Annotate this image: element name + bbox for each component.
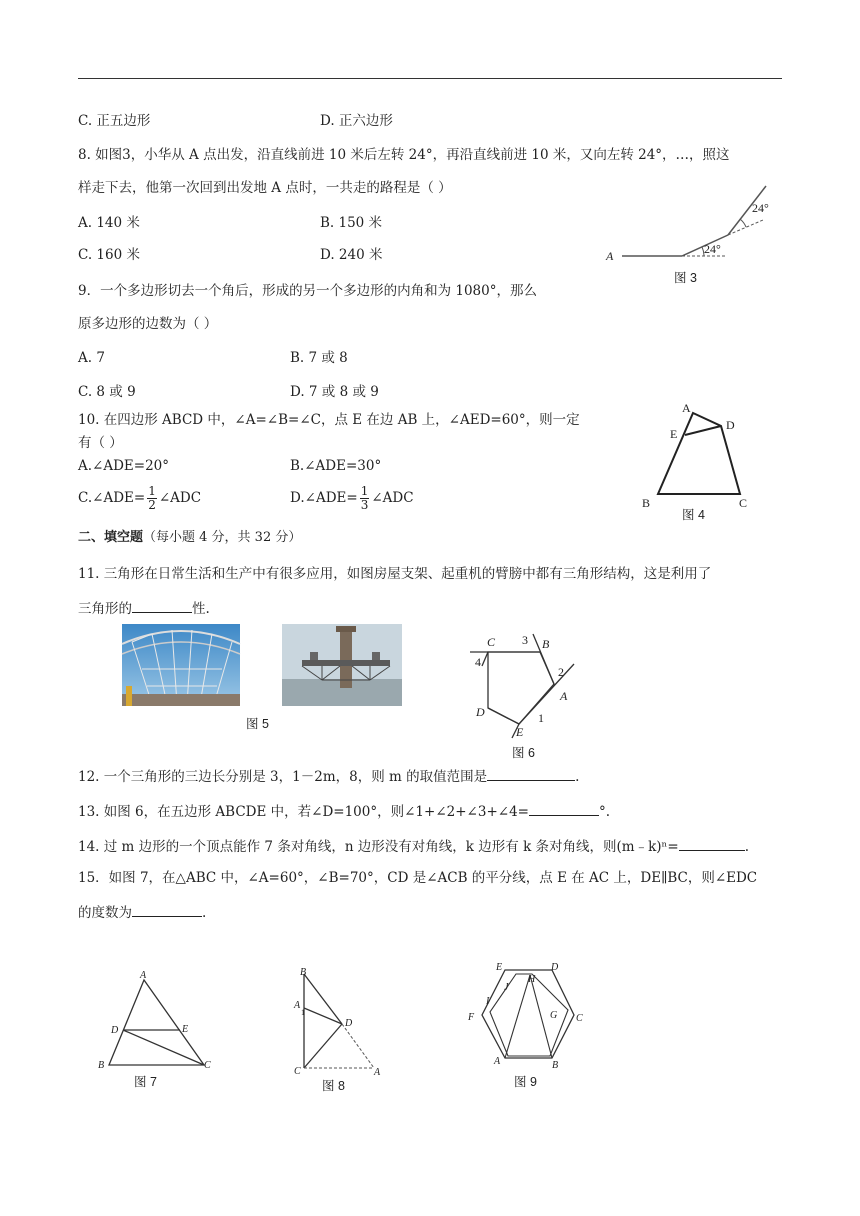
fig9-label-i: I <box>486 996 490 1007</box>
q9-line2: 原多边形的边数为（ ） <box>78 316 218 332</box>
fig8-label-d: D <box>345 1018 353 1029</box>
q10-option-d-suffix: ∠ADC <box>371 490 414 506</box>
q12-answer-blank[interactable] <box>487 766 575 781</box>
q9-line1: 9．一个多边形切去一个角后，形成的另一个多边形的内角和为 1080°，那么 <box>78 283 537 299</box>
fig4-label-b: B <box>642 496 651 510</box>
fig8-label-b: B <box>300 967 307 978</box>
fig8-label-c: C <box>294 1066 301 1077</box>
fig9-label-f: F <box>468 1012 475 1023</box>
q8-option-c: C. 160 米 <box>78 247 140 263</box>
fig5-house-frame-photo <box>122 624 240 706</box>
q8-option-a: A. 140 米 <box>78 215 140 231</box>
q8-line2: 样走下去，他第一次回到出发地 A 点时，一共走的路程是（ ） <box>78 180 452 196</box>
fig7-caption: 图 7 <box>134 1075 157 1089</box>
q15-line2 <box>78 902 206 922</box>
q12 <box>78 766 579 786</box>
q14-text: 14. 过 m 边形的一个顶点能作 7 条对角线，n 边形没有对角线，k 边形有 k 条对角线，则(m﹣k)ⁿ= <box>78 839 679 855</box>
fig6-label-c: C <box>487 635 496 649</box>
q7-option-c: C. 正五边形 <box>78 113 151 129</box>
q9-option-b: B. 7 或 8 <box>290 350 348 366</box>
fig4-label-a: A <box>682 401 691 415</box>
q15-line1: 15．如图 7，在△ABC 中，∠A=60°，∠B=70°，CD 是∠ACB 的平分线，点 E 在 AC 上，DE∥BC，则∠EDC <box>78 870 758 886</box>
q8-option-d: D. 240 米 <box>320 247 383 263</box>
fig7-label-a: A <box>140 970 147 981</box>
fig6-angle-4: 4 <box>475 655 481 669</box>
figure-4 <box>636 398 766 518</box>
section-2-note: （每小题 4 分，共 32 分） <box>143 530 302 545</box>
q10-option-c-numerator: 1 <box>148 484 156 498</box>
q10-option-d-fraction <box>360 485 370 512</box>
fig8-label-a: A <box>374 1067 381 1078</box>
q10-option-a: A.∠ADE=20° <box>78 458 170 474</box>
fig9-label-h: H <box>528 974 536 985</box>
q15-line2-prefix: 的度数为 <box>78 905 132 921</box>
q13-answer-blank[interactable] <box>529 801 599 816</box>
fig7-label-b: B <box>98 1060 105 1071</box>
fig6-angle-3: 3 <box>522 633 528 647</box>
section-2-title: 二、填空题 <box>78 530 144 545</box>
q10-option-d-numerator: 1 <box>360 484 369 498</box>
fig9-label-c: C <box>576 1013 583 1024</box>
q12-suffix: . <box>575 769 580 785</box>
q10-line1: 10. 在四边形 ABCD 中，∠A=∠B=∠C，点 E 在边 AB 上，∠AED=60°，则一定 <box>78 412 580 428</box>
fig3-angle-2: 24° <box>752 201 769 215</box>
fig4-label-e: E <box>670 427 678 441</box>
fig9-label-a: A <box>494 1056 501 1067</box>
q14-suffix: . <box>744 839 749 855</box>
q9-option-c: C. 8 或 9 <box>78 384 136 400</box>
fig9-label-b: B <box>552 1060 559 1071</box>
fig9-caption: 图 9 <box>514 1075 537 1089</box>
fig6-angle-2: 2 <box>558 665 564 679</box>
q10-option-c <box>78 483 201 513</box>
fig4-label-c: C <box>739 496 748 510</box>
q7-option-d: D. 正六边形 <box>320 113 393 129</box>
fig3-angle-1: 24° <box>704 242 721 256</box>
fig6-label-b: B <box>542 637 550 651</box>
fig3-point-a: A <box>606 249 614 263</box>
q11-answer-blank[interactable] <box>132 598 192 613</box>
fig6-label-e: E <box>516 725 524 739</box>
fig6-label-d: D <box>476 705 485 719</box>
fig9-label-g: G <box>550 1010 558 1021</box>
q15-answer-blank[interactable] <box>132 902 202 917</box>
q10-line2: 有（ ） <box>78 435 123 451</box>
fig4-label-d: D <box>726 418 735 432</box>
q8-option-b: B. 150 米 <box>320 215 383 231</box>
fig6-caption: 图 6 <box>512 746 535 760</box>
q10-option-d <box>290 483 414 513</box>
fig3-caption: 图 3 <box>674 271 697 285</box>
q10-option-b: B.∠ADE=30° <box>290 458 382 474</box>
q11-line2 <box>78 598 210 618</box>
fig6-angle-1: 1 <box>538 711 544 725</box>
fig5-crane-arm-photo <box>282 624 402 706</box>
q9-option-a: A. 7 <box>78 350 105 366</box>
fig5-caption: 图 5 <box>246 717 269 731</box>
q11-line2-prefix: 三角形的 <box>78 601 132 617</box>
q12-text: 12. 一个三角形的三边长分别是 3，1－2m，8，则 m 的取值范围是 <box>78 769 488 785</box>
q14 <box>78 836 749 856</box>
q11-line1: 11. 三角形在日常生活和生产中有很多应用，如图房屋支架、起重机的臂膀中都有三角形结构，这是利用了 <box>78 566 712 582</box>
figure-6 <box>462 626 592 746</box>
fig8-label-a1-subscript: 1 <box>301 1008 305 1017</box>
q10-option-c-prefix: C.∠ADE= <box>78 490 146 506</box>
fig7-label-e: E <box>182 1024 189 1035</box>
figure-8 <box>286 964 396 1079</box>
q10-option-d-denominator: 3 <box>360 498 369 512</box>
q10-option-c-fraction <box>147 485 157 512</box>
q10-option-d-prefix: D.∠ADE= <box>290 490 358 506</box>
q11-line2-suffix: 性. <box>192 601 210 617</box>
figure-7 <box>96 970 221 1070</box>
q15-line2-suffix: . <box>202 905 207 921</box>
fig9-label-e: E <box>496 962 503 973</box>
q10-option-c-suffix: ∠ADC <box>158 490 202 506</box>
q13-suffix: °. <box>598 804 611 820</box>
fig7-label-d: D <box>111 1025 119 1036</box>
q10-option-c-denominator: 2 <box>148 498 156 512</box>
fig9-label-d: D <box>551 962 559 973</box>
section-2-heading <box>78 529 301 547</box>
fig4-caption: 图 4 <box>682 508 705 522</box>
header-rule <box>78 78 782 79</box>
fig8-caption: 图 8 <box>322 1079 345 1093</box>
q9-option-d: D. 7 或 8 或 9 <box>290 384 379 400</box>
fig6-label-a: A <box>560 689 568 703</box>
fig8-label-a1: A <box>294 1000 301 1011</box>
q13-text: 13. 如图 6，在五边形 ABCDE 中，若∠D=100°，则∠1+∠2+∠3+∠4= <box>78 804 529 820</box>
q13 <box>78 801 610 821</box>
q14-answer-blank[interactable] <box>679 836 745 851</box>
fig9-label-j: J <box>504 982 509 993</box>
figure-9 <box>462 958 587 1071</box>
q8-line1: 8. 如图3，小华从 A 点出发，沿直线前进 10 米后左转 24°，再沿直线前进 10 米，又向左转 24°，…，照这 <box>78 147 730 163</box>
fig7-label-c: C <box>204 1060 211 1071</box>
